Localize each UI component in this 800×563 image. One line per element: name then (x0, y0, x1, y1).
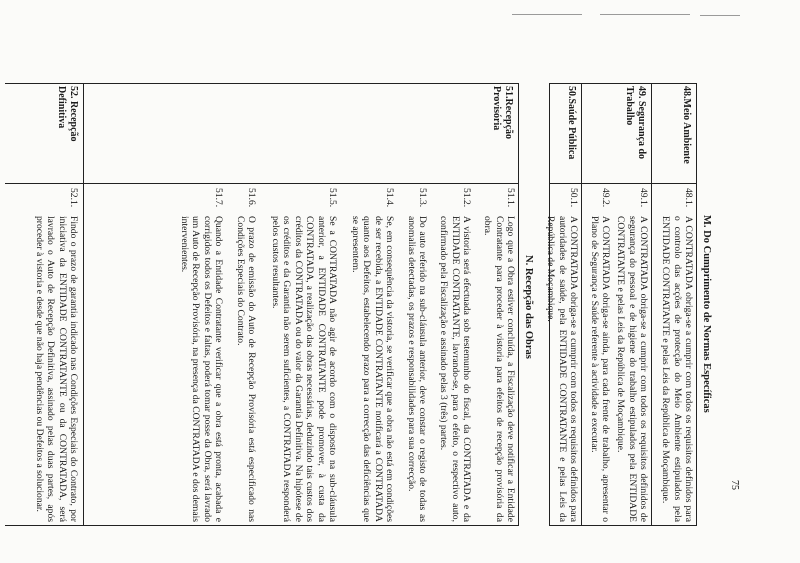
clause-text: A CONTRATADA obriga-se a cumprir com todos os requisitos definidos para o controlo das acções de protecção do Meio Ambiente estipulados pela ENTIDADE CONTRATANTE e pelas Leis da República de Moçambique. (660, 216, 694, 522)
table-m-left-border (549, 83, 697, 84)
clause-number: 48.1. (683, 188, 694, 208)
row-label-recepcao-provisoria: 51.Recepção Provisória (491, 86, 514, 140)
row-label-saude-publica: 50.Saúde Pública (566, 86, 577, 160)
clause-text: Findo o prazo de garantia indicado nas Condições Especiais do Contrato, por iniciativa da ENTIDADE CONTRATANTE ou da CONTRATADA, será lavrado o Auto de Recepção Definitiva, assinado pelas duas partes, após proceder à vistoria e desde que não haja pendências ou Defeitos a solucionar. (33, 216, 79, 522)
clause-51-7 (176, 188, 224, 522)
clause-text: A CONTRATADA obriga-se ainda, para cada frente de trabalho, apresentar o Plano de Segurança e Saúde referente à actividade a executar. (588, 216, 611, 522)
table-m-top-border (696, 83, 697, 526)
clause-49-2 (584, 188, 611, 522)
clause-51-2 (434, 188, 472, 522)
row-label-seguranca-trabalho: 49. Segurança do Trabalho (624, 86, 647, 160)
clause-text: O prazo de emissão do Auto de Recepção Provisória está especificado nas Condições Especiais do Contrato. (234, 216, 257, 522)
clause-number: 51.4. (384, 188, 395, 208)
clause-number: 52.1. (68, 188, 79, 208)
clause-52-1 (7, 188, 79, 522)
table-m-right-border (549, 525, 697, 526)
table-m-row-divider (651, 83, 652, 526)
clause-number: 50.1. (568, 188, 579, 208)
clause-number: 51.3. (417, 188, 428, 208)
clause-number: 49.2. (600, 188, 611, 208)
clause-number: 51.7. (213, 188, 224, 208)
clause-51-3 (402, 188, 428, 522)
clause-48-1 (654, 188, 694, 522)
clause-text: Se a CONTRATADA não agir de acordo com o disposto na sub-cláusula anterior, a ENTIDADE CONTRATANTE pode promover, à custa da CONTRATADA, a realização das obras necessárias, deduzindo tais custos dos créditos da CONTRATADA ou do valor da Garantia Definitiva. Na hipótese de os créditos e da Garantia não serem suficientes, a CONTRATADA responderá pelos custos resultantes. (269, 216, 338, 522)
clause-text: Se, em consequência da vistoria, se verificar que a obra não está em condições de ser recebida, a ENTIDADE CONTRATANTE notificará a CONTRATADA quanto aos Defeitos, estabelecendo prazo para a correcção das deficiências que se apresentem. (349, 216, 395, 522)
clause-49-1 (613, 188, 649, 522)
clause-number: 51.5. (327, 188, 338, 208)
clause-text: A CONTRATADA obriga-se a cumprir com todos os requisitos definidos de segurança do pessoal e de higiene do trabalho estipulados pela ENTIDADE CONTRATANTE e pelas Leis da República de Moçambique. (615, 216, 649, 522)
table-n-top-border (518, 83, 519, 526)
section-m-title: M. Do Cumprimento de Normas Específicas (701, 215, 712, 413)
clause-50-1 (545, 188, 579, 522)
clause-51-1 (478, 188, 516, 522)
clause-number: 51.6. (246, 188, 257, 208)
clause-51-4 (347, 188, 395, 522)
page-number: 75 (729, 480, 740, 490)
row-label-meio-ambiente: 48.Meio Ambiente (681, 86, 692, 164)
clause-text: Do auto referido na sub-cláusula anterior, deve constar o registo de todas as anomalias detectadas, os prazos e responsabilidades para sua correcção. (405, 216, 428, 522)
table-n-row-divider (83, 83, 84, 526)
table-m-column-divider (549, 183, 697, 184)
clause-51-5 (266, 188, 338, 522)
clause-51-6 (231, 188, 257, 522)
clause-text: Quando a Entidade Contratante verificar que a obra está pronta, acabada e corrigidos todos os Defeitos e faltas, poderá tomar posse da Obra, será lavrado um Auto de Recepção Provisória, na presença da CONTRATADA e dos demais intervenientes. (178, 216, 224, 522)
clause-text: Logo que a Obra estiver concluída, a Fiscalização deve notificar a Entidade Contratante para proceder à vistoria para efeitos de recepção provisória da obra. (482, 216, 516, 522)
clause-number: 49.1. (638, 188, 649, 208)
clause-text: A vistoria será efectuada sob testemunho do fiscal, da CONTRATADA e da ENTIDADE CONTRATANTE, lavrando-se, para o efeito, o respectivo auto, confirmado pela Fiscalização e assinado pelas 3 (três) partes. (438, 216, 472, 522)
clause-number: 51.1. (505, 188, 516, 208)
table-m-row-divider (581, 83, 582, 526)
row-label-recepcao-definitiva: 52. Recepção Definitiva (56, 86, 79, 142)
section-n-title: N. Recepção das Obras (523, 255, 534, 359)
clause-text: A CONTRATADA obriga-se a cumprir com todos os requisitos definidos para autoridades de saúde, pela ENTIDADE CONTRATANTE e pelas Leis da República de Moçambique. (545, 216, 579, 522)
clause-number: 51.2. (461, 188, 472, 208)
